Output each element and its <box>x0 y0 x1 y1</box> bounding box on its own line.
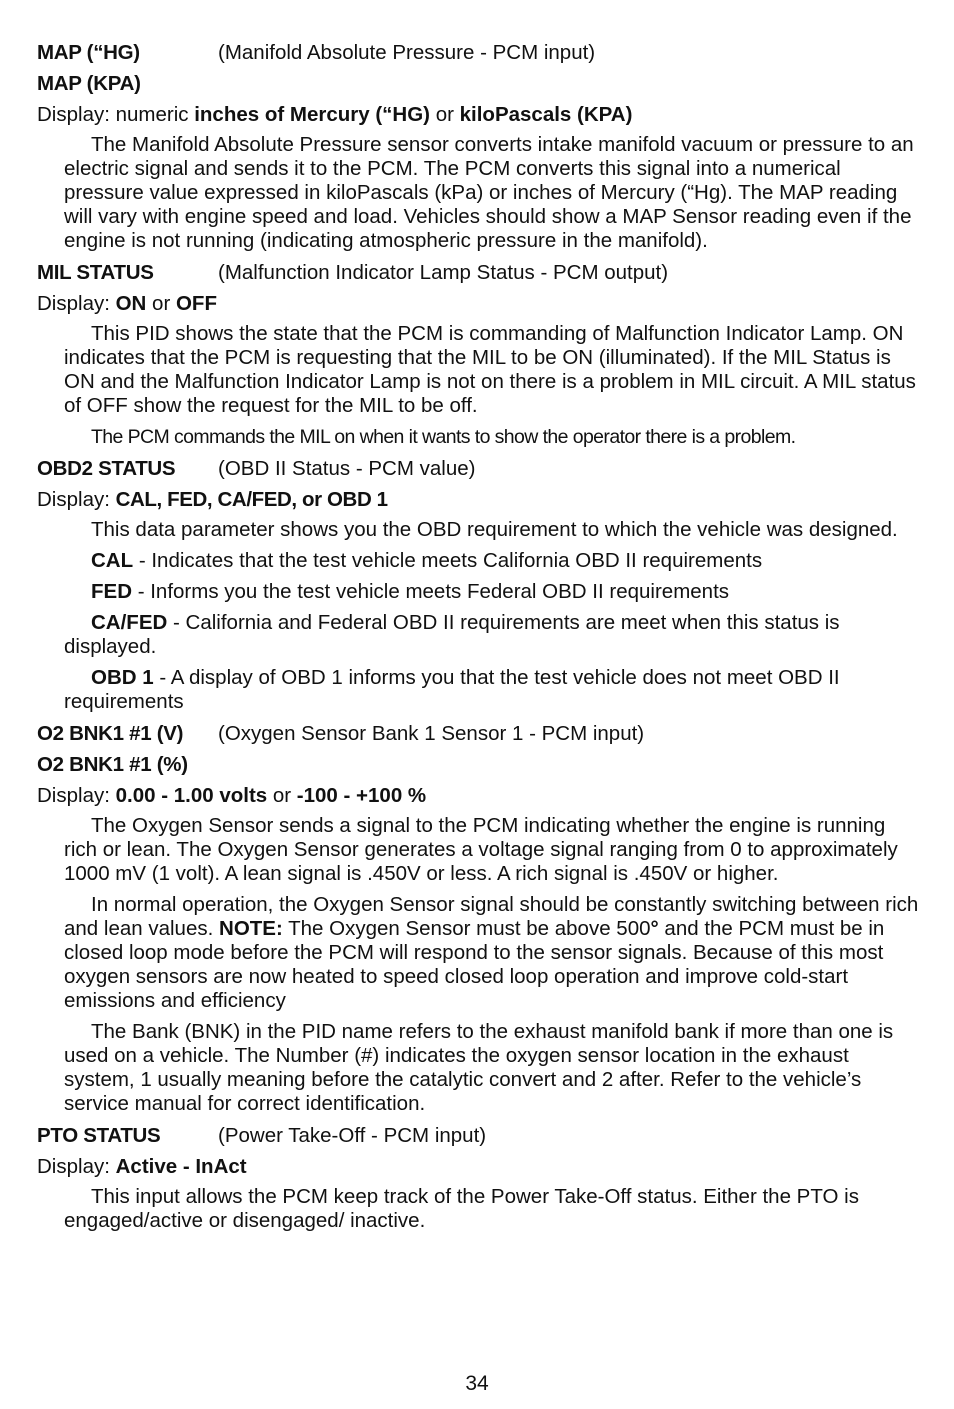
pto-display-value: Active - InAct <box>115 1155 247 1178</box>
mil-paragraph-2: The PCM commands the MIL on when it wants to show the operator there is a problem. <box>91 426 796 448</box>
obd2-item-label: FED <box>91 580 132 603</box>
o2-display-value-volts: 0.00 - 1.00 volts <box>115 784 268 807</box>
pto-heading <box>37 1123 922 1154</box>
mil-display-prefix: Display: <box>37 292 116 315</box>
obd2-heading <box>37 456 922 487</box>
o2-paragraph-2 <box>64 893 922 1013</box>
map-heading-kpa <box>37 71 922 102</box>
obd2-display-line <box>37 487 922 518</box>
obd2-item-text: - Indicates that the test vehicle meets California OBD II requirements <box>133 549 763 572</box>
obd2-display-prefix: Display: <box>37 488 116 511</box>
obd2-item-label: CAL <box>91 549 134 572</box>
o2-paragraph-2-part-a: In normal operation, the Oxygen Sensor signal should be constantly switching between rich and lean values. <box>64 893 919 940</box>
mil-heading <box>37 260 922 291</box>
o2-heading <box>37 721 922 752</box>
obd2-item-cafed <box>64 611 922 659</box>
o2-display-line <box>37 783 922 814</box>
o2-degree-symbol: ° <box>650 917 659 940</box>
o2-note-label: NOTE: <box>219 917 283 940</box>
mil-display-line <box>37 291 922 322</box>
obd2-item-text: - Informs you the test vehicle meets Federal OBD II requirements <box>132 580 730 603</box>
obd2-item-text: - California and Federal OBD II requirements are meet when this status is displayed. <box>64 611 840 658</box>
mil-display-or: or <box>146 292 176 315</box>
map-paragraph: The Manifold Absolute Pressure sensor converts intake manifold vacuum or pressure to an electric signal and sends it to the PCM. The PCM converts this signal into a numerical pressure value expressed in kiloPascals (kPa) or inches of Mercury (“Hg). The MAP reading will vary with engine speed and load. Vehicles should show a MAP Sensor reading even if the engine is not running (indicating atmospheric pressure in the manifold). <box>64 133 914 252</box>
mil-description: (Malfunction Indicator Lamp Status - PCM output) <box>218 261 669 284</box>
map-heading <box>37 40 922 71</box>
map-display-line <box>37 102 922 133</box>
obd2-item-cal <box>64 549 922 573</box>
mil-display-value-on: ON <box>115 292 147 315</box>
obd2-term: OBD2 STATUS <box>37 457 176 480</box>
manual-page <box>37 40 922 1240</box>
obd2-item-text: - A display of OBD 1 informs you that the test vehicle does not meet OBD II requirements <box>64 666 840 713</box>
o2-paragraph-1: The Oxygen Sensor sends a signal to the PCM indicating whether the engine is running rich or lean. The Oxygen Sensor generates a voltage signal ranging from 0 to approximately 1000 mV (1 volt). A lean signal is .450V or less. A rich signal is .450V or higher. <box>64 814 898 885</box>
obd2-item-label: CA/FED <box>91 611 168 634</box>
obd2-item-fed <box>64 580 922 604</box>
pto-display-line <box>37 1154 922 1185</box>
map-display-value-kpa: kiloPascals (KPA) <box>459 103 633 126</box>
page-number: 34 <box>465 1372 489 1395</box>
pto-display-prefix: Display: <box>37 1155 116 1178</box>
o2-display-value-percent: -100 - +100 % <box>296 784 427 807</box>
mil-term: MIL STATUS <box>37 261 154 284</box>
obd2-item-obd1 <box>64 666 922 714</box>
map-term-kpa: MAP (KPA) <box>37 72 141 95</box>
o2-term-volts: O2 BNK1 #1 (V) <box>37 722 184 745</box>
map-description: (Manifold Absolute Pressure - PCM input) <box>218 41 596 64</box>
o2-display-prefix: Display: <box>37 784 116 807</box>
o2-description: (Oxygen Sensor Bank 1 Sensor 1 - PCM input) <box>218 722 645 745</box>
o2-paragraph-2-part-b: The Oxygen Sensor must be above 500 <box>282 917 651 940</box>
pto-description: (Power Take-Off - PCM input) <box>218 1124 487 1147</box>
o2-term-percent: O2 BNK1 #1 (%) <box>37 753 188 776</box>
map-display-prefix: Display: numeric <box>37 103 195 126</box>
map-display-value-hg: inches of Mercury (“HG) <box>194 103 431 126</box>
mil-display-value-off: OFF <box>175 292 217 315</box>
obd2-description: (OBD II Status - PCM value) <box>218 457 476 480</box>
o2-paragraph-3: The Bank (BNK) in the PID name refers to the exhaust manifold bank if more than one is used on a vehicle. The Number (#) indicates the oxygen sensor location in the exhaust system, 1 usually meaning before the catalytic convert and 2 after. Refer to the vehicle’s service manual for correct identification. <box>64 1020 894 1115</box>
obd2-display-value: CAL, FED, CA/FED, or OBD 1 <box>115 488 388 511</box>
o2-paragraph-2-part-c: and the PCM must be in closed loop mode before the PCM will respond to the sensor signals. Because of this most oxygen sensors are now heated to speed closed loop operation and improve cold-start emissions and efficiency <box>64 917 885 1012</box>
pto-paragraph: This input allows the PCM keep track of the Power Take-Off status. Either the PTO is engaged/active or disengaged/ inactive. <box>64 1185 859 1232</box>
o2-display-or: or <box>267 784 297 807</box>
map-display-or: or <box>430 103 460 126</box>
pto-term: PTO STATUS <box>37 1124 161 1147</box>
map-term-hg: MAP (“HG) <box>37 41 140 64</box>
mil-paragraph-1: This PID shows the state that the PCM is commanding of Malfunction Indicator Lamp. ON indicates that the PCM is requesting that the MIL to be ON (illuminated). If the MIL Status is ON and the Malfunction Indicator Lamp is not on there is a problem in MIL circuit. A MIL status of OFF show the request for the MIL to be off. <box>64 322 916 417</box>
o2-heading-percent <box>37 752 922 783</box>
obd2-item-label: OBD 1 <box>91 666 154 689</box>
obd2-paragraph: This data parameter shows you the OBD requirement to which the vehicle was designed. <box>91 518 898 541</box>
